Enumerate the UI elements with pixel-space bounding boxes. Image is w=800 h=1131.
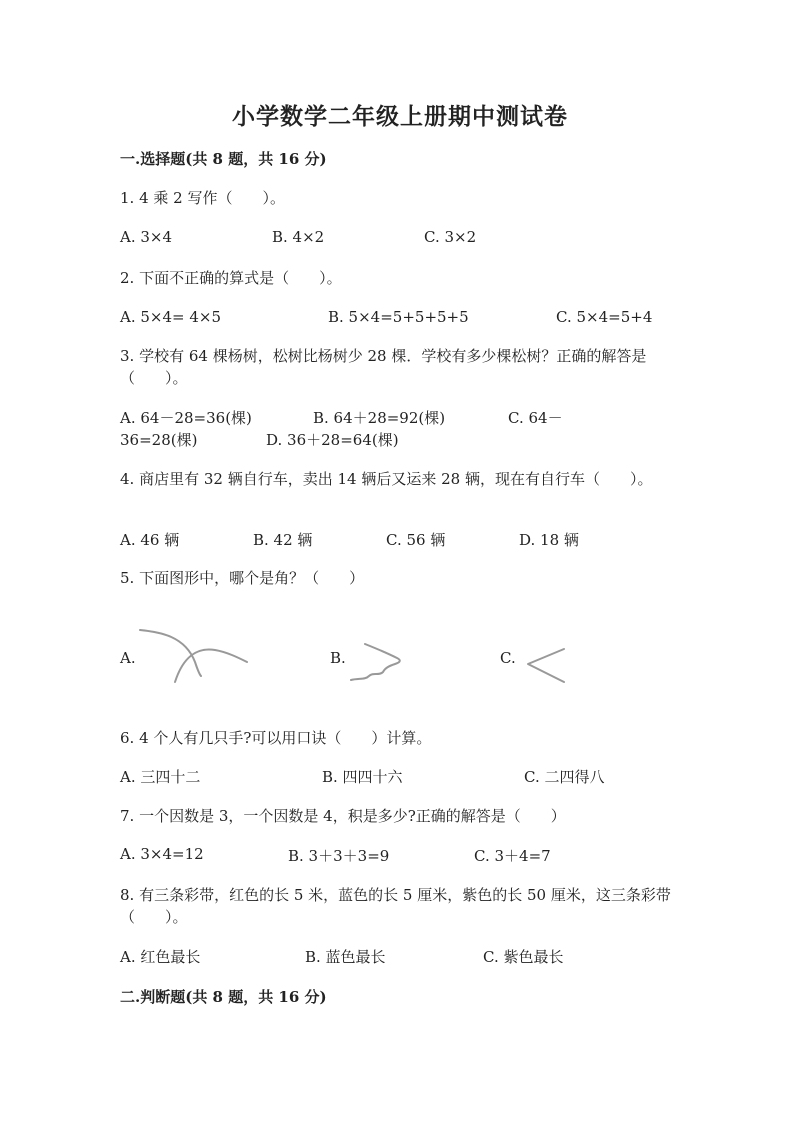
question-5-option-a: A. [120,649,136,667]
question-3-option-a: A. 64－28=36(棵) [120,409,252,427]
question-8-option-a: A. 红色最长 [120,948,201,966]
question-3-option-d: D. 36＋28=64(棵) [266,431,399,449]
section-heading-choice: 一.选择题(共 8 题，共 16 分) [120,150,327,168]
question-4-option-b: B. 42 辆 [253,531,313,549]
question-7-option-a: A. 3×4=12 [120,845,204,863]
question-1-option-b: B. 4×2 [272,228,325,246]
question-4-stem: 4. 商店里有 32 辆自行车，卖出 14 辆后又运来 28 辆，现在有自行车（ ）。 [120,470,653,488]
figure-a-crossing-curves [135,622,255,690]
question-1-option-c: C. 3×2 [424,228,477,246]
question-5-option-b: B. [330,649,346,667]
figure-b-wavy-line [345,638,410,688]
question-3-option-b: B. 64＋28=92(棵) [313,409,446,427]
question-1-stem: 1. 4 乘 2 写作（ ）。 [120,189,285,207]
question-3-option-c-continued: 36=28(棵) [120,431,198,449]
question-5-option-c: C. [500,649,516,667]
question-7-option-b: B. 3＋3＋3=9 [288,847,390,865]
question-4-option-c: C. 56 辆 [386,531,446,549]
question-8-option-b: B. 蓝色最长 [305,948,386,966]
question-8-option-c: C. 紫色最长 [483,948,564,966]
figure-c-angle [522,646,568,684]
question-6-option-b: B. 四四十六 [322,768,403,786]
section-heading-judgment: 二.判断题(共 8 题，共 16 分) [120,988,327,1006]
question-5-stem: 5. 下面图形中，哪个是角？（ ） [120,569,365,587]
question-3-option-c: C. 64－ [508,409,563,427]
page-title: 小学数学二年级上册期中测试卷 [232,103,568,130]
question-8-stem: 8. 有三条彩带，红色的长 5 米，蓝色的长 5 厘米，紫色的长 50 厘米，这三条彩带（ ）。 [120,886,671,926]
question-6-stem: 6. 4 个人有几只手?可以用口诀（ ）计算。 [120,729,432,747]
question-4-option-a: A. 46 辆 [120,531,180,549]
question-7-option-c: C. 3＋4=7 [474,847,551,865]
question-2-option-b: B. 5×4=5+5+5+5 [328,308,469,326]
question-3-stem: 3. 学校有 64 棵杨树，松树比杨树少 28 棵．学校有多少棵松树？正确的解答是（ ）。 [120,347,647,387]
question-6-option-c: C. 二四得八 [524,768,605,786]
question-4-option-d: D. 18 辆 [519,531,579,549]
question-1-option-a: A. 3×4 [120,228,173,246]
question-6-option-a: A. 三四十二 [120,768,201,786]
question-7-stem: 7. 一个因数是 3，一个因数是 4，积是多少?正确的解答是（ ） [120,807,566,825]
question-2-option-c: C. 5×4=5+4 [556,308,653,326]
question-2-option-a: A. 5×4= 4×5 [120,308,222,326]
question-2-stem: 2. 下面不正确的算式是（ ）。 [120,269,342,287]
